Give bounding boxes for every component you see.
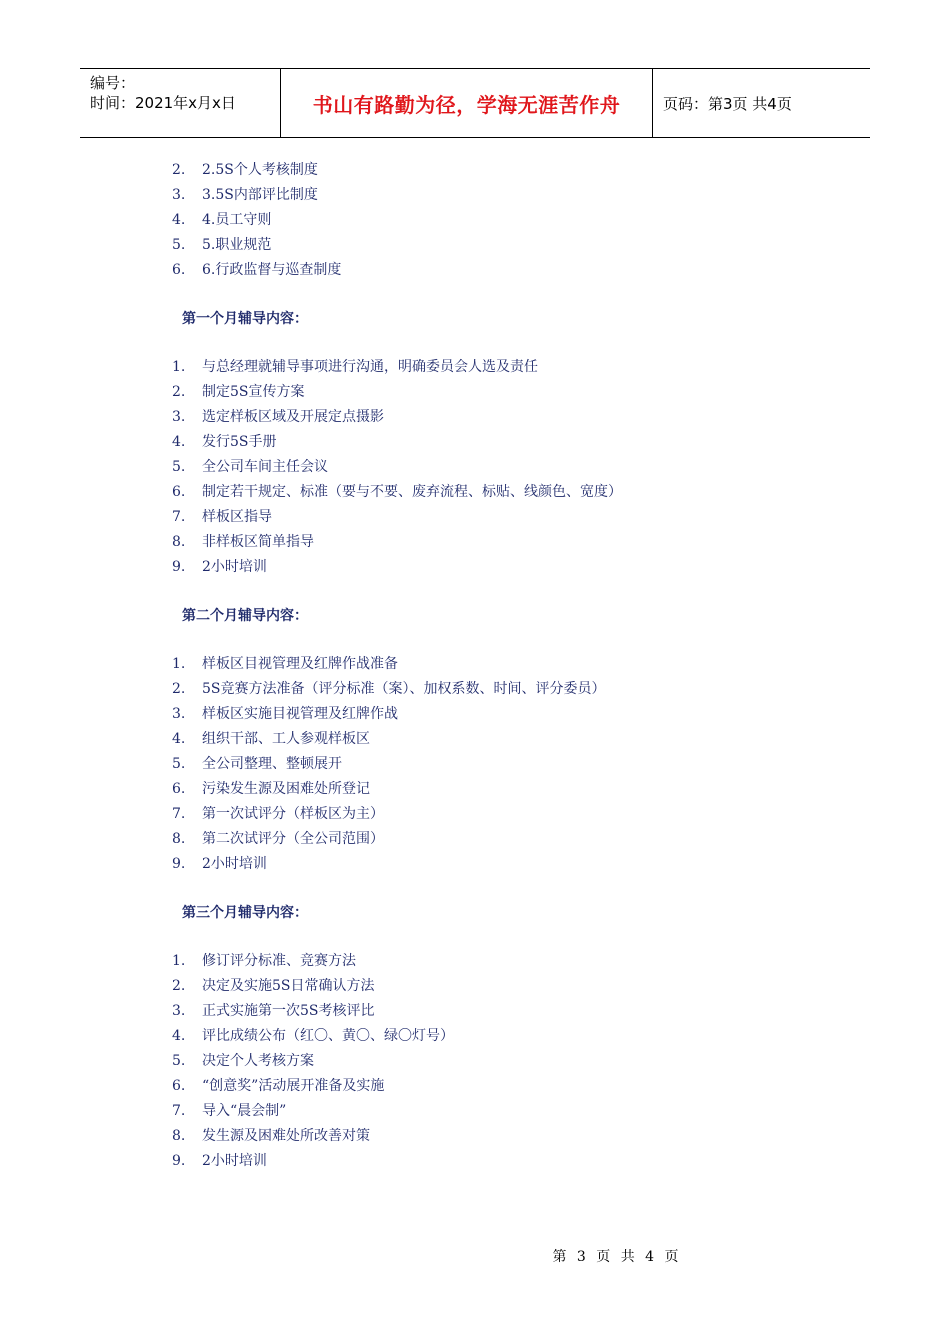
list-item [0,1149,950,1174]
list-item-text: 2小时培训 [202,1153,267,1169]
list-item-number: 1. [172,656,186,672]
page-header [80,68,870,138]
list-item [0,555,950,580]
list-item-text: 决定及实施5S日常确认方法 [202,978,375,994]
list-item-text: 导入“晨会制” [202,1103,287,1119]
list-item-number: 2. [172,162,186,178]
list-item-number: 5. [172,459,186,475]
list-item [0,1074,950,1099]
list-item-text: 制定若干规定、标准（要与不要、废弃流程、标贴、线颜色、宽度） [202,484,622,500]
list-item-text: 组织干部、工人参观样板区 [202,731,370,747]
list-item-text: 发行5S手册 [202,434,277,450]
list-item-text: 样板区目视管理及红牌作战准备 [202,656,398,672]
list-item-number: 4. [172,731,186,747]
month-1-list [0,355,950,580]
list-item-text: 非样板区简单指导 [202,534,314,550]
intro-list [0,158,950,283]
list-item-text: 样板区实施目视管理及红牌作战 [202,706,398,722]
list-item-number: 5. [172,756,186,772]
list-item [0,827,950,852]
section-title-month-1: 第一个月辅导内容： [182,311,308,327]
list-item-number: 2. [172,681,186,697]
list-item [0,702,950,727]
list-item-number: 6. [172,781,186,797]
list-item-number: 7. [172,806,186,822]
list-item-text: “创意奖”活动展开准备及实施 [202,1078,385,1094]
list-item [0,530,950,555]
list-item [0,208,950,233]
list-item [0,480,950,505]
list-item-text: 2小时培训 [202,856,267,872]
list-item-number: 4. [172,434,186,450]
list-item-text: 6.行政监督与巡查制度 [202,262,342,278]
list-item-text: 5.职业规范 [202,237,272,253]
list-item-number: 9. [172,1153,186,1169]
document-body [0,158,950,1174]
list-item-number: 7. [172,509,186,525]
header-meta [80,69,280,137]
list-item [0,727,950,752]
list-item-text: 污染发生源及困难处所登记 [202,781,370,797]
list-item-text: 制定5S宣传方案 [202,384,305,400]
list-item-text: 修订评分标准、竞赛方法 [202,953,356,969]
month-2-list [0,652,950,877]
list-item [0,233,950,258]
page-footer: 第 3 页 共 4 页 [552,1249,682,1265]
list-item-text: 选定样板区域及开展定点摄影 [202,409,384,425]
section-title-month-3: 第三个月辅导内容： [182,905,308,921]
list-item [0,752,950,777]
list-item [0,999,950,1024]
list-item-number: 4. [172,1028,186,1044]
list-item-number: 3. [172,1003,186,1019]
list-item [0,777,950,802]
header-motto: 书山有路勤为径，学海无涯苦作舟 [280,69,653,137]
list-item-number: 9. [172,559,186,575]
list-item-number: 5. [172,237,186,253]
list-item-text: 2.5S个人考核制度 [202,162,318,178]
list-item-text: 5S竞赛方法准备（评分标准（案）、加权系数、时间、评分委员） [202,681,606,697]
list-item-text: 样板区指导 [202,509,272,525]
list-item-text: 正式实施第一次5S考核评比 [202,1003,375,1019]
list-item-number: 6. [172,262,186,278]
list-item-text: 3.5S内部评比制度 [202,187,318,203]
list-item-number: 2. [172,978,186,994]
list-item-number: 6. [172,484,186,500]
list-item [0,949,950,974]
list-item [0,652,950,677]
list-item-text: 第二次试评分（全公司范围） [202,831,384,847]
list-item-number: 1. [172,953,186,969]
document-number-label: 编号： [90,74,136,92]
list-item-text: 决定个人考核方案 [202,1053,314,1069]
list-item-text: 全公司车间主任会议 [202,459,328,475]
list-item [0,355,950,380]
list-item [0,258,950,283]
list-item [0,1024,950,1049]
section-title-month-2: 第二个月辅导内容： [182,608,308,624]
list-item [0,852,950,877]
list-item-number: 5. [172,1053,186,1069]
month-3-list [0,949,950,1174]
list-item [0,974,950,999]
list-item [0,158,950,183]
list-item [0,183,950,208]
list-item-number: 6. [172,1078,186,1094]
list-item-text: 发生源及困难处所改善对策 [202,1128,370,1144]
list-item [0,455,950,480]
document-date-label: 时间：2021年x月x日 [90,94,236,112]
list-item [0,677,950,702]
list-item-text: 全公司整理、整顿展开 [202,756,342,772]
list-item-number: 3. [172,187,186,203]
list-item-number: 4. [172,212,186,228]
list-item-number: 7. [172,1103,186,1119]
list-item-number: 1. [172,359,186,375]
list-item-number: 2. [172,384,186,400]
list-item-text: 与总经理就辅导事项进行沟通，明确委员会人选及责任 [202,359,538,375]
list-item [0,1099,950,1124]
list-item-number: 8. [172,1128,186,1144]
list-item-number: 3. [172,706,186,722]
list-item-number: 3. [172,409,186,425]
list-item-text: 4.员工守则 [202,212,272,228]
list-item [0,1124,950,1149]
list-item-number: 8. [172,831,186,847]
list-item [0,405,950,430]
list-item-text: 评比成绩公布（红〇、黄〇、绿〇灯号） [202,1028,454,1044]
list-item [0,380,950,405]
header-page-number: 页码：第3页 共4页 [663,94,792,113]
list-item-number: 8. [172,534,186,550]
list-item [0,505,950,530]
list-item-text: 第一次试评分（样板区为主） [202,806,384,822]
list-item-number: 9. [172,856,186,872]
list-item [0,802,950,827]
list-item-text: 2小时培训 [202,559,267,575]
list-item [0,430,950,455]
list-item [0,1049,950,1074]
